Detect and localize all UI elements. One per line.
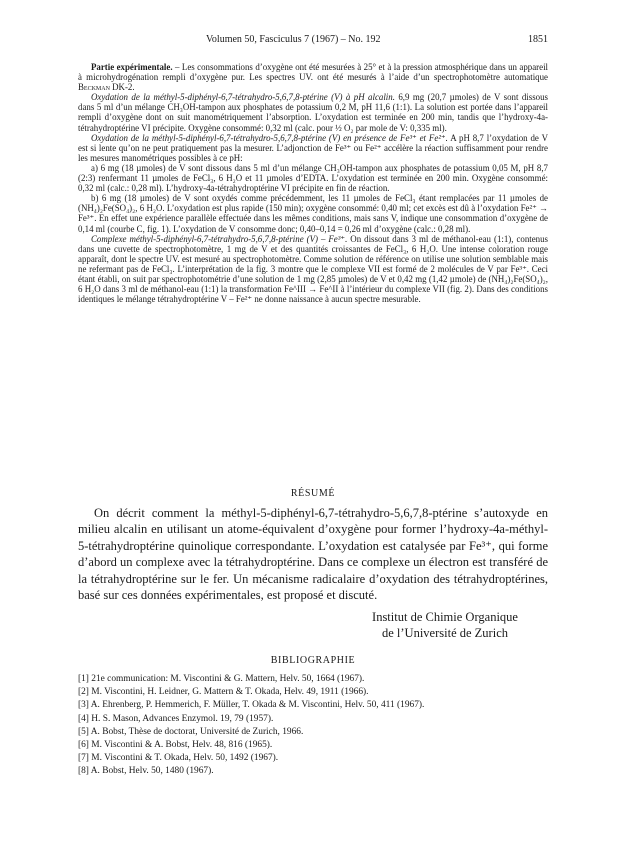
page-number: 1851 xyxy=(528,34,548,45)
reference-item: [5] A. Bobst, Thèse de doctorat, Université de Zurich, 1966. xyxy=(78,726,304,737)
paragraph-complex: Complexe méthyl-5-diphényl-6,7-tétrahydro-5,6,7,8-ptérine (V) – Fe³⁺. On dissout dans 3 ml de méthanol-eau (1:1), contenus dans une cuvette de spectrophotomètre, 1 mg de V et des quantités croissantes de FeCl₃, 6 H₂O. Une intense coloration rouge apparaît, dont le spectre UV. est mesuré au spectrophotomètre. Comme solution de référence on utilise une solution semblable mais ne refermant pas de FeCl₃. L’interprétation de la fig. 3 montre que le complexe VII est formé de 2 molécules de V par Fe³⁺. Ceci étant établi, on suit par spectrophotométrie d’une solution de 1 mg (2,85 µmoles) de V et 0,42 mg (1,42 µmole) de (NH₄)₂Fe(SO₄)₂, 6 H₂O dans 3 ml de méthanol-eau (1:1) la transformation Fe^III → Fe^II à l’intérieur du complexe VII (fig. 2). Dans des conditions identiques le mélange tétrahydroptérine V – Fe²⁺ ne donne naissance à aucun spectre mesurable. xyxy=(78,233,549,305)
reference-item: [8] A. Bobst, Helv. 50, 1480 (1967). xyxy=(78,766,214,777)
instrument-brand: Beckman xyxy=(78,82,110,93)
reference-item: [6] M. Viscontini & A. Bobst, Helv. 48, 816 (1965). xyxy=(78,740,273,751)
bibliography-heading: BIBLIOGRAPHIE xyxy=(270,655,356,666)
reference-item: [2] M. Viscontini, H. Leidner, G. Mattern & T. Okada, Helv. 49, 1911 (1966). xyxy=(78,687,369,698)
experimental-section xyxy=(78,62,548,304)
institute-line: Institut de Chimie Organique xyxy=(372,610,518,624)
reference-item: [7] M. Viscontini & T. Okada, Helv. 50, 1492 (1967). xyxy=(78,753,279,764)
resume-body xyxy=(78,505,548,603)
experimental-intro: Partie expérimentale. – Les consommations d’oxygène ont été mesurées à 25° et à la pression atmosphérique dans un appareil à microhydrogénation rempli d’oxygène pur. Les spectres UV. ont été mesurés à l’aide d’un spectrophotomètre automatique Beckman DK-2. xyxy=(78,62,548,93)
resume-text: On décrit comment la méthyl-5-diphényl-6,7-tétrahydro-5,6,7,8-ptérine s’autoxyde en milieu alcalin en utilisant un atome-équivalent d’oxygène pour former l’hydroxy-4a-méthyl-5-tétrahydroptérine quinolique correspondante. L’oxydation est catalysée par Fe³⁺, qui forme d’abord un complexe avec la tétrahydroptérine. Dans ce complexe un électron est transféré de la tétrahydroptérine sur le fer. Un mécanisme radicalaire d’oxydation des tétrahydroptérines, basé sur ces données expérimentales, est proposé et discuté. xyxy=(78,506,548,603)
paragraph-iron-oxidation: Oxydation de la méthyl-5-diphényl-6,7-tétrahydro-5,6,7,8-ptérine (V) en présence de Fe³⁺ et Fe²⁺. A pH 8,7 l’oxydation de V est si lente qu’on ne peut pratiquement pas la mesurer. L’adjonction de Fe³⁺ ou Fe²⁺ accélère la réaction suffisamment pour rendre les mesures manométriques possibles à ce pH: xyxy=(78,132,548,163)
reference-item: [3] A. Ehrenberg, P. Hemmerich, F. Müller, T. Okada & M. Viscontini, Helv. 50, 411 (1967). xyxy=(78,700,425,711)
subheading: Complexe méthyl-5-diphényl-6,7-tétrahydro-5,6,7,8-ptérine (V) – Fe³⁺. xyxy=(91,233,348,244)
institute-affiliation xyxy=(340,609,550,642)
journal-issue: Volumen 50, Fasciculus 7 (1967) – No. 192 xyxy=(206,34,381,45)
institute-line: de l’Université de Zurich xyxy=(382,626,508,641)
paragraph-experiment-b: b) 6 mg (18 µmoles) de V sont oxydés comme précédemment, les 11 µmoles de FeCl₃ étant remplacées par 11 µmoles de (NH₄)₂Fe(SO₄)₂, 6 H₂O. L’oxydation est plus rapide (150 min); oxygène consommé: 0,40 ml; cet excès est dû à l’oxydation Fe²⁺ → Fe³⁺. En effet une expérience parallèle effectuée dans les mêmes conditions, mais sans V, indique une consommation d’oxygène de 0,14 ml (courbe C, fig. 1). L’oxydation de V consomme donc; 0,40–0,14 = 0,26 ml d’oxygène (calc.: 0,28 ml). xyxy=(78,193,548,234)
reference-item: [4] H. S. Mason, Advances Enzymol. 19, 79 (1957). xyxy=(78,713,274,724)
paragraph-alkaline-oxidation: Oxydation de la méthyl-5-diphényl-6,7-tétrahydro-5,6,7,8-ptérine (V) à pH alcalin. 6,9 mg (20,7 µmoles) de V sont dissous dans 5 ml d’un mélange CH₃OH-tampon aux phosphates de potassium 0,2 M, pH 11,6 (1:1). La solution est portée dans l’appareil rempli d’oxygène dont on suit manométriquement l’absorption. L’oxydation est terminée en 200 min, tandis que l’hydroxy-4a-tétrahydroptérine VI précipite. Oxygène consommé: 0,32 ml (calc. pour ½ O₂ par mole de V: 0,335 ml). xyxy=(78,92,548,133)
subheading: Oxydation de la méthyl-5-diphényl-6,7-tétrahydro-5,6,7,8-ptérine (V) en présence de Fe³⁺ et Fe²⁺. xyxy=(91,132,448,143)
reference-item: [1] 21e communication: M. Viscontini & G. Mattern, Helv. 50, 1664 (1967). xyxy=(78,674,365,684)
running-header xyxy=(78,33,548,47)
resume-heading: RÉSUMÉ xyxy=(290,488,336,499)
paragraph-experiment-a: a) 6 mg (18 µmoles) de V sont dissous dans 5 ml d’un mélange CH₃OH-tampon aux phosphates de potassium 0,05 M, pH 8,7 (2:3) renfermant 11 µmoles de FeCl₃, 6 H₂O et 11 µmoles d’EDTA. L’oxydation est terminée en 200 min. Oxygène consommé: 0,32 ml (calc.: 0,28 ml). L’hydroxy-4a-tétrahydroptérine VI précipite en fin de réaction. xyxy=(78,162,548,194)
section-heading: Partie expérimentale. xyxy=(91,62,173,72)
bibliography-list xyxy=(78,673,548,779)
subheading: Oxydation de la méthyl-5-diphényl-6,7-tétrahydro-5,6,7,8-ptérine (V) à pH alcalin. xyxy=(91,92,395,103)
